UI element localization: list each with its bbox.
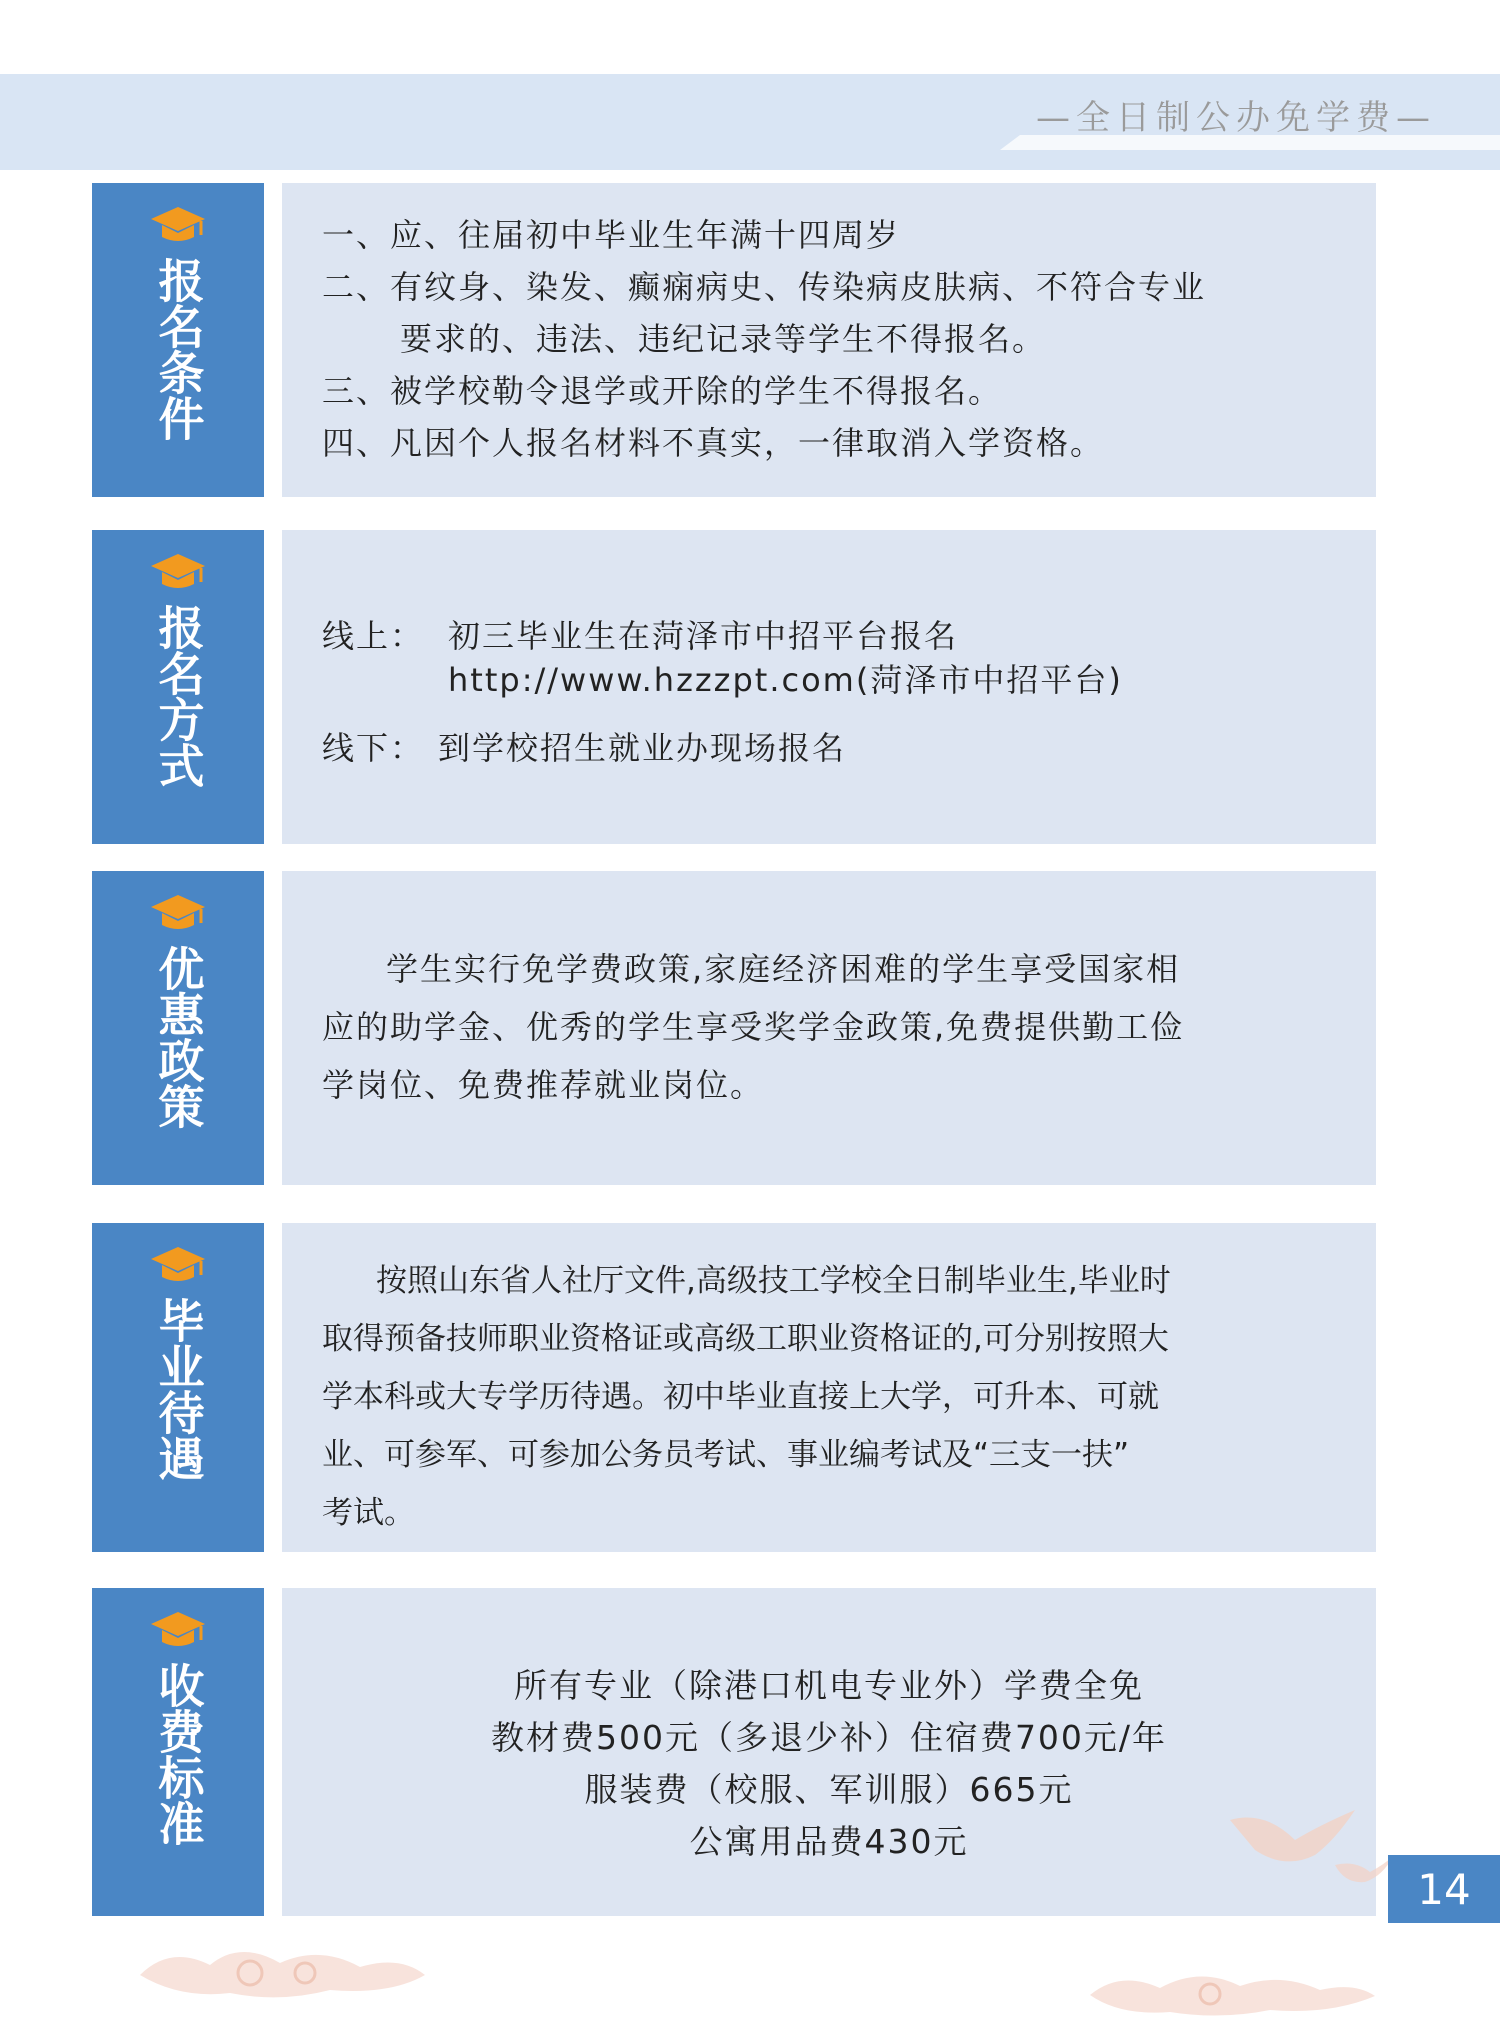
section-label: 报名方式 <box>151 604 206 788</box>
section-label-column <box>92 871 264 1185</box>
graduation-cap-icon <box>149 893 207 935</box>
benefit-line-2: 取得预备技师职业资格证或高级工职业资格证的,可分别按照大 <box>322 1321 1169 1357</box>
page-number: 14 <box>1388 1855 1500 1923</box>
requirement-line-4: 四、凡因个人报名材料不真实，一律取消入学资格。 <box>322 424 1105 462</box>
graduation-cap-icon <box>149 552 207 594</box>
benefit-line-4: 业、可参军、可参加公务员考试、事业编考试及“三支一扶” <box>322 1437 1130 1473</box>
section-registration-method <box>92 530 1376 844</box>
section-label: 收费标准 <box>151 1662 206 1846</box>
section-label-column <box>92 530 264 844</box>
section-content <box>282 1588 1376 1916</box>
benefit-line-5: 考试。 <box>322 1495 415 1531</box>
fee-line-4: 公寓用品费430元 <box>689 1822 969 1861</box>
cloud-decoration <box>1080 1960 1380 2020</box>
offline-text: 到学校招生就业办现场报名 <box>438 729 847 767</box>
fee-line-3: 服装费（校服、军训服）665元 <box>584 1770 1074 1809</box>
requirement-line-2: 二、有纹身、染发、癫痫病史、传染病皮肤病、不符合专业 <box>322 268 1207 306</box>
section-content <box>282 1223 1376 1552</box>
section-label: 毕业待遇 <box>151 1297 206 1481</box>
offline-label: 线下： <box>322 729 425 767</box>
requirement-line-1: 一、应、往届初中毕业生年满十四周岁 <box>322 216 901 254</box>
section-label-column <box>92 1223 264 1552</box>
section-content <box>282 530 1376 844</box>
graduation-cap-icon <box>149 1610 207 1652</box>
section-label: 报名条件 <box>151 257 206 441</box>
graduation-cap-icon <box>149 205 207 247</box>
benefit-line-3: 学本科或大专学历待遇。初中毕业直接上大学，可升本、可就 <box>322 1379 1159 1415</box>
section-preferential-policy <box>92 871 1376 1185</box>
policy-line-2: 应的助学金、优秀的学生享受奖学金政策,免费提供勤工俭 <box>322 1008 1185 1046</box>
requirement-line-2-cont: 要求的、违法、违纪记录等学生不得报名。 <box>400 320 1047 358</box>
fee-line-2: 教材费500元（多退少补）住宿费700元/年 <box>490 1718 1168 1757</box>
section-content <box>282 183 1376 497</box>
online-label: 线上： <box>322 617 425 655</box>
section-registration-requirements <box>92 183 1376 497</box>
online-url: http://www.hzzzpt.com(菏泽市中招平台) <box>448 661 1123 699</box>
section-label-column <box>92 183 264 497</box>
section-fee-standard <box>92 1588 1376 1916</box>
section-label-column <box>92 1588 264 1916</box>
section-label: 优惠政策 <box>151 945 206 1129</box>
cloud-decoration <box>130 1935 430 2005</box>
page-header-title: —全日制公办免学费— <box>1036 98 1436 138</box>
policy-line-3: 学岗位、免费推荐就业岗位。 <box>322 1066 765 1104</box>
policy-line-1: 学生实行免学费政策,家庭经济困难的学生享受国家相 <box>386 950 1181 988</box>
fee-line-1: 所有专业（除港口机电专业外）学费全免 <box>514 1666 1144 1705</box>
section-content <box>282 871 1376 1185</box>
dove-decoration <box>1225 1790 1395 1900</box>
section-graduation-benefits <box>92 1223 1376 1552</box>
requirement-line-3: 三、被学校勒令退学或开除的学生不得报名。 <box>322 372 1003 410</box>
graduation-cap-icon <box>149 1245 207 1287</box>
benefit-line-1: 按照山东省人社厅文件,高级技工学校全日制毕业生,毕业时 <box>376 1263 1171 1299</box>
online-text: 初三毕业生在菏泽市中招平台报名 <box>448 617 959 655</box>
